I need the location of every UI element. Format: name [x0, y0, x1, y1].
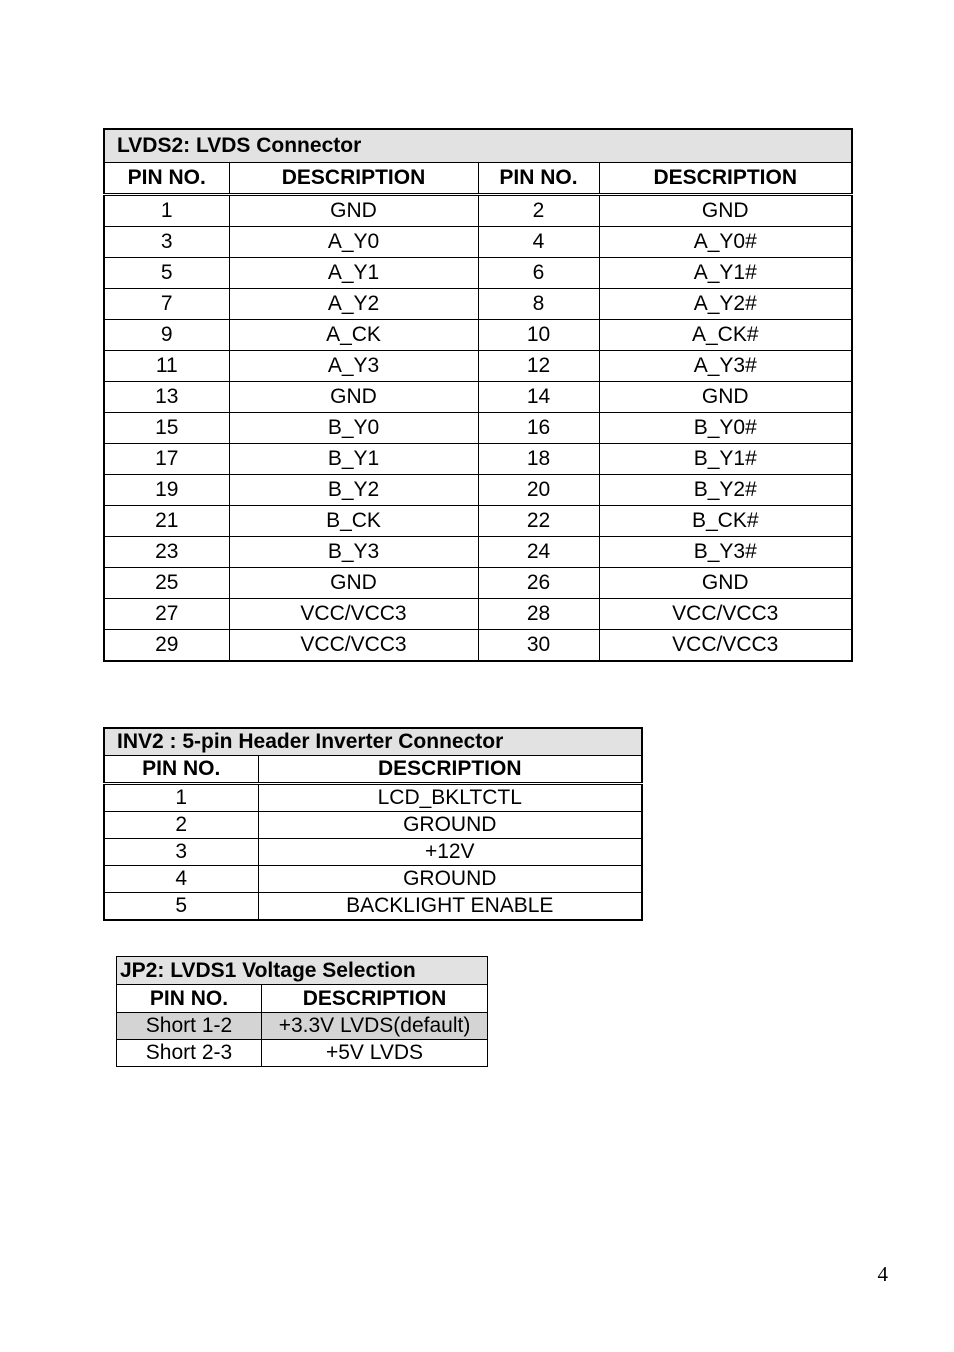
table-cell: 6 — [478, 258, 599, 289]
inv2-header-row — [104, 756, 642, 784]
table-cell: B_Y0# — [599, 413, 852, 444]
table-row — [104, 893, 642, 921]
table-cell: GND — [599, 195, 852, 227]
table-cell: A_Y3# — [599, 351, 852, 382]
table-cell: 3 — [104, 227, 229, 258]
column-header: PIN NO. — [104, 756, 258, 784]
table-cell: +5V LVDS — [262, 1040, 488, 1067]
table-cell: VCC/VCC3 — [229, 630, 478, 662]
column-header: PIN NO. — [117, 985, 262, 1013]
column-header: PIN NO. — [104, 163, 229, 195]
table-cell: B_Y1# — [599, 444, 852, 475]
column-header: DESCRIPTION — [258, 756, 642, 784]
table-cell: 1 — [104, 195, 229, 227]
table-cell: 28 — [478, 599, 599, 630]
table-cell: A_Y0# — [599, 227, 852, 258]
table-cell: LCD_BKLTCTL — [258, 784, 642, 812]
table-row — [104, 812, 642, 839]
table-cell: GND — [229, 382, 478, 413]
table-cell: B_CK — [229, 506, 478, 537]
table-row — [104, 351, 852, 382]
table-cell: B_Y3# — [599, 537, 852, 568]
table-cell: 17 — [104, 444, 229, 475]
table-row — [104, 444, 852, 475]
table-cell: 15 — [104, 413, 229, 444]
column-header: PIN NO. — [478, 163, 599, 195]
lvds2-header-row — [104, 163, 852, 195]
table-row — [104, 630, 852, 662]
table-cell: 27 — [104, 599, 229, 630]
table-cell: 9 — [104, 320, 229, 351]
table-cell: A_CK# — [599, 320, 852, 351]
jp2-header-row — [117, 985, 488, 1013]
table-cell: A_Y2 — [229, 289, 478, 320]
inv2-table-title: INV2 : 5-pin Header Inverter Connector — [104, 728, 642, 756]
jp2-table-title: JP2: LVDS1 Voltage Selection — [117, 957, 488, 985]
table-cell: 2 — [478, 195, 599, 227]
table-cell: B_Y2# — [599, 475, 852, 506]
table-cell: 22 — [478, 506, 599, 537]
table-cell: 7 — [104, 289, 229, 320]
table-cell: Short 2-3 — [117, 1040, 262, 1067]
inv2-inverter-connector-table — [103, 727, 643, 921]
table-cell: 3 — [104, 839, 258, 866]
table-cell: 10 — [478, 320, 599, 351]
table-cell: 30 — [478, 630, 599, 662]
table-cell: 5 — [104, 893, 258, 921]
table-cell: +12V — [258, 839, 642, 866]
table-cell: 11 — [104, 351, 229, 382]
table-row — [104, 227, 852, 258]
table-row — [104, 599, 852, 630]
table-row — [117, 1013, 488, 1040]
table-row — [104, 568, 852, 599]
table-cell: 23 — [104, 537, 229, 568]
table-cell: VCC/VCC3 — [599, 630, 852, 662]
table-cell: GROUND — [258, 812, 642, 839]
table-cell: 18 — [478, 444, 599, 475]
table-cell: GND — [229, 195, 478, 227]
column-header: DESCRIPTION — [229, 163, 478, 195]
table-row — [104, 506, 852, 537]
table-cell: B_Y2 — [229, 475, 478, 506]
table-cell: +3.3V LVDS(default) — [262, 1013, 488, 1040]
table-cell: 21 — [104, 506, 229, 537]
table-cell: 29 — [104, 630, 229, 662]
table-cell: 4 — [104, 866, 258, 893]
table-row — [117, 1040, 488, 1067]
table-row — [104, 320, 852, 351]
table-cell: 24 — [478, 537, 599, 568]
table-row — [104, 475, 852, 506]
table-cell: B_Y0 — [229, 413, 478, 444]
table-row — [104, 839, 642, 866]
table-cell: A_Y3 — [229, 351, 478, 382]
column-header: DESCRIPTION — [262, 985, 488, 1013]
lvds2-connector-table — [103, 128, 853, 662]
table-cell: VCC/VCC3 — [229, 599, 478, 630]
table-row — [104, 537, 852, 568]
table-cell: GND — [599, 382, 852, 413]
table-row — [104, 784, 642, 812]
table-cell: 26 — [478, 568, 599, 599]
table-cell: GND — [229, 568, 478, 599]
table-row — [104, 258, 852, 289]
table-cell: B_Y3 — [229, 537, 478, 568]
table-row — [104, 289, 852, 320]
table-cell: A_Y0 — [229, 227, 478, 258]
table-cell: 20 — [478, 475, 599, 506]
table-cell: A_Y1 — [229, 258, 478, 289]
table-cell: 5 — [104, 258, 229, 289]
table-cell: 16 — [478, 413, 599, 444]
table-cell: 13 — [104, 382, 229, 413]
table-cell: 12 — [478, 351, 599, 382]
column-header: DESCRIPTION — [599, 163, 852, 195]
table-cell: A_Y2# — [599, 289, 852, 320]
table-cell: 8 — [478, 289, 599, 320]
table-row — [104, 413, 852, 444]
page-number: 4 — [877, 1262, 888, 1286]
jp2-voltage-selection-table — [116, 956, 488, 1067]
table-row — [104, 866, 642, 893]
table-cell: B_Y1 — [229, 444, 478, 475]
table-cell: 2 — [104, 812, 258, 839]
table-cell: B_CK# — [599, 506, 852, 537]
table-cell: 19 — [104, 475, 229, 506]
table-cell: 14 — [478, 382, 599, 413]
table-row — [104, 195, 852, 227]
table-cell: 25 — [104, 568, 229, 599]
lvds2-table-title: LVDS2: LVDS Connector — [104, 129, 852, 163]
table-cell: BACKLIGHT ENABLE — [258, 893, 642, 921]
table-cell: 4 — [478, 227, 599, 258]
table-cell: A_Y1# — [599, 258, 852, 289]
table-cell: GROUND — [258, 866, 642, 893]
table-row — [104, 382, 852, 413]
table-cell: A_CK — [229, 320, 478, 351]
table-cell: GND — [599, 568, 852, 599]
table-cell: 1 — [104, 784, 258, 812]
table-cell: Short 1-2 — [117, 1013, 262, 1040]
table-cell: VCC/VCC3 — [599, 599, 852, 630]
